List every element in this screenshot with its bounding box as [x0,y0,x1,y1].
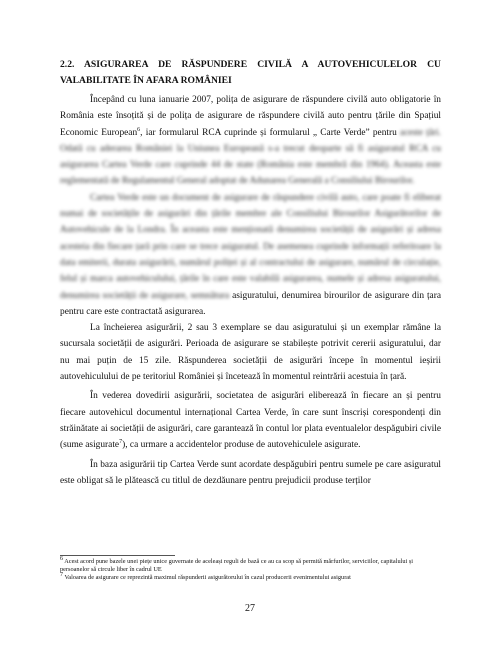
paragraph-4 [60,388,441,453]
footnote-6 [60,555,441,574]
paragraph-1-text-continued: , iar formularul RCA cuprinde și formularul „ Carte Verde” pentru [140,127,397,138]
paragraph-3: La încheierea asigurării, 2 sau 3 exemplare se dau asiguratului și un exemplar rămâne la sucursala societății de asigurări. Perioada de asigurare se stabilește potrivit cererii asiguratului, dar nu mai puțin de 15 zile. Răspunderea societății de asigurări începe în momentul ieșirii autovehiculului de pe teritoriul României și încetează în momentul reintrării acestuia în țară. [60,323,441,383]
paragraph-2-text-end: asiguratului, denumirea birourilor de asigurare din țara pentru care este contractată asigurarea. [60,290,442,317]
paragraph-1 [60,92,441,190]
footnote-ref-6[interactable]: 6 [137,126,141,133]
paragraph-4-text: În vederea dovedirii asigurării, societatea de asigurări eliberează în fiecare an și pentru fiecare autovehicul documentul internațional Cartea Verde, în care sunt înscriși corespondenți din străinătate ai societății de asigurări, care garantează în contul lor plata eventualelor despăgubiri civile (sume asigurate [60,391,441,451]
section-heading [60,57,441,89]
paragraph-4-text-continued: ), ca urmare a accidentelor produse de autovehiculele asigurate. [122,440,361,451]
paragraph-1-text: Începând cu luna ianuarie 2007, polița de asigurare de răspundere civilă auto obligatorie în România este însoțită și de polița de asigurare de răspundere civilă auto pentru țările din Spațiul Economic European [60,95,441,138]
body-text [60,92,441,489]
footnotes [60,555,441,583]
paragraph-2 [60,190,441,320]
footnote-divider [60,555,175,556]
page-number: 27 [245,603,255,614]
paragraph-2-blurred-text: Cartea Verde este un document de asigurare de răspundere civilă auto, care poate fi eliberat numai de societățile de asigurări din țările membre ale Consiliului Birourilor Asigurătorilor de Autovehicule de la Londra. În aceasta este menționată denumirea societății de asigurări și adresa acesteia din fiecare țară prin care se trece asiguratul. De asemenea cuprinde informații referitoare la data emiterii, durata asigurării, numărul poliței și al contractului de asigurare, numărul de circulație, felul și marca autovehiculului, țările în care este valabilă asigurarea, numele și adresa asiguratului, denumirea societății de asigurare, semnătura [60,192,441,301]
footnote-7-number: 7 [60,572,63,579]
footnote-7-text: Valoarea de asigurare ce reprezintă maximul răspunderii asigurătorului în cazul producerii evenimentului asigurat [63,574,351,582]
footnote-7 [60,574,441,582]
section-title-line2: VALABILITATE ÎN AFARA ROMÂNIEI [60,75,232,86]
paragraph-5: În baza asigurării tip Cartea Verde sunt acordate despăgubiri pentru sumele pe care asiguratul este obligat să le plătească cu titlul de dezdăunare pentru prejudicii produse terților [60,459,441,486]
footnote-6-text: Acest acord pune bazele unei piețe unice guvernate de aceleași reguli de bază ce au ca scop să permită mărfurilor, serviciilor, capitalului și persoanelor să circule liber în cadrul UE [60,558,414,574]
paragraph-1-blurred-text: aceste țări. Odată cu aderarea României la Uniunea Europeană s-a trecut deoparte să fi asiguratul RCA cu asigurarea Cartea Verde care cuprinde 44 de state (România este membră din 1964). Aceasta este reglementată de Regulamentul General adoptat de Adunarea Generală a Consiliului Birourilor. [60,127,441,187]
footnote-ref-7[interactable]: 7 [119,439,123,446]
footnote-6-number: 6 [60,555,63,562]
section-number: 2.2. [60,59,75,70]
section-title-line1: ASIGURAREA DE RĂSPUNDERE CIVILĂ A AUTOVEHICULELOR CU [84,59,441,70]
